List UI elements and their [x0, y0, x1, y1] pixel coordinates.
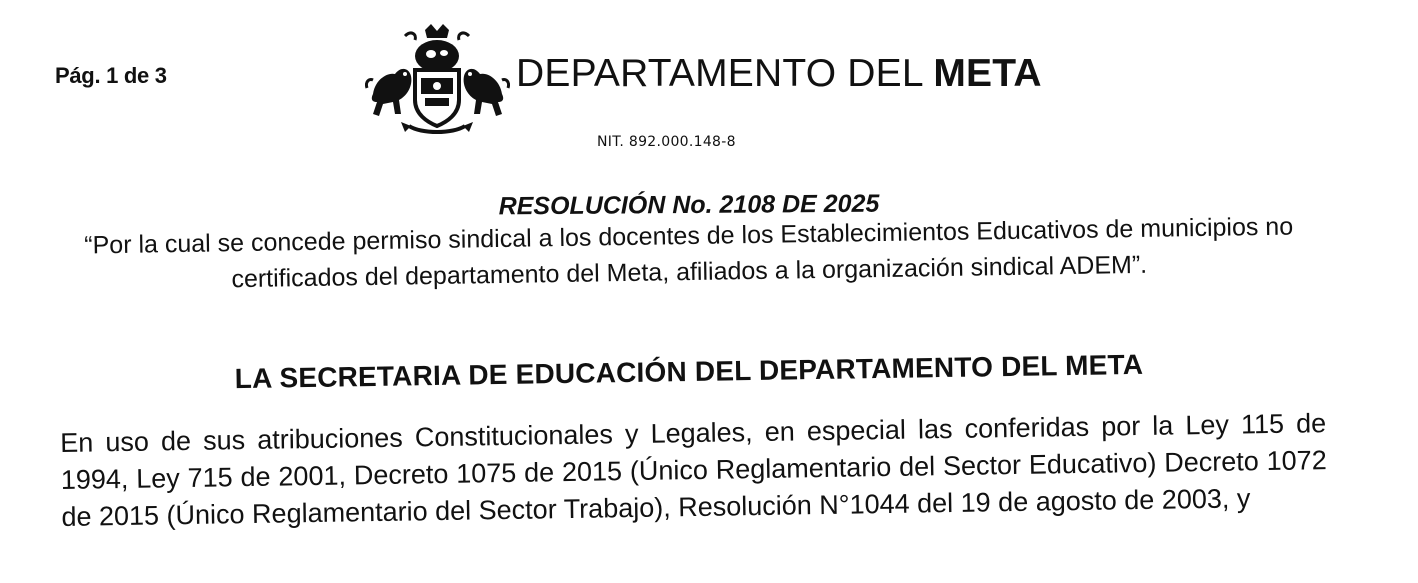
nit-number: NIT. 892.000.148-8: [597, 134, 736, 150]
page-counter: Pág. 1 de 3: [55, 63, 167, 88]
issuing-authority: LA SECRETARIA DE EDUCACIÓN DEL DEPARTAMENTO DEL META: [234, 348, 1144, 395]
department-title: [516, 52, 1042, 96]
coat-of-arms-icon: [365, 22, 510, 140]
body-paragraph: En uso de sus atribuciones Constitucionales y Legales, en especial las conferidas por la Ley 115 de 1994, Ley 715 de 2001, Decreto 1075 de 2015 (Único Reglamentario del Sector Educativo) Decreto 1072 de 2015 (Único Reglamentario del Sector Trabajo), Resolución N°1044 del 19 de agosto de 2003, y: [60, 408, 1327, 532]
resolution-subject: “Por la cual se concede permiso sindical a los docentes de los Establecimientos Educativos de municipios no certificados del departamento del Meta, afiliados a la organización sindical ADEM”.: [84, 212, 1294, 294]
department-name: META: [933, 52, 1042, 95]
department-prefix: DEPARTAMENTO DEL: [516, 52, 923, 95]
resolution-number: RESOLUCIÓN No. 2108 DE 2025: [498, 189, 880, 221]
